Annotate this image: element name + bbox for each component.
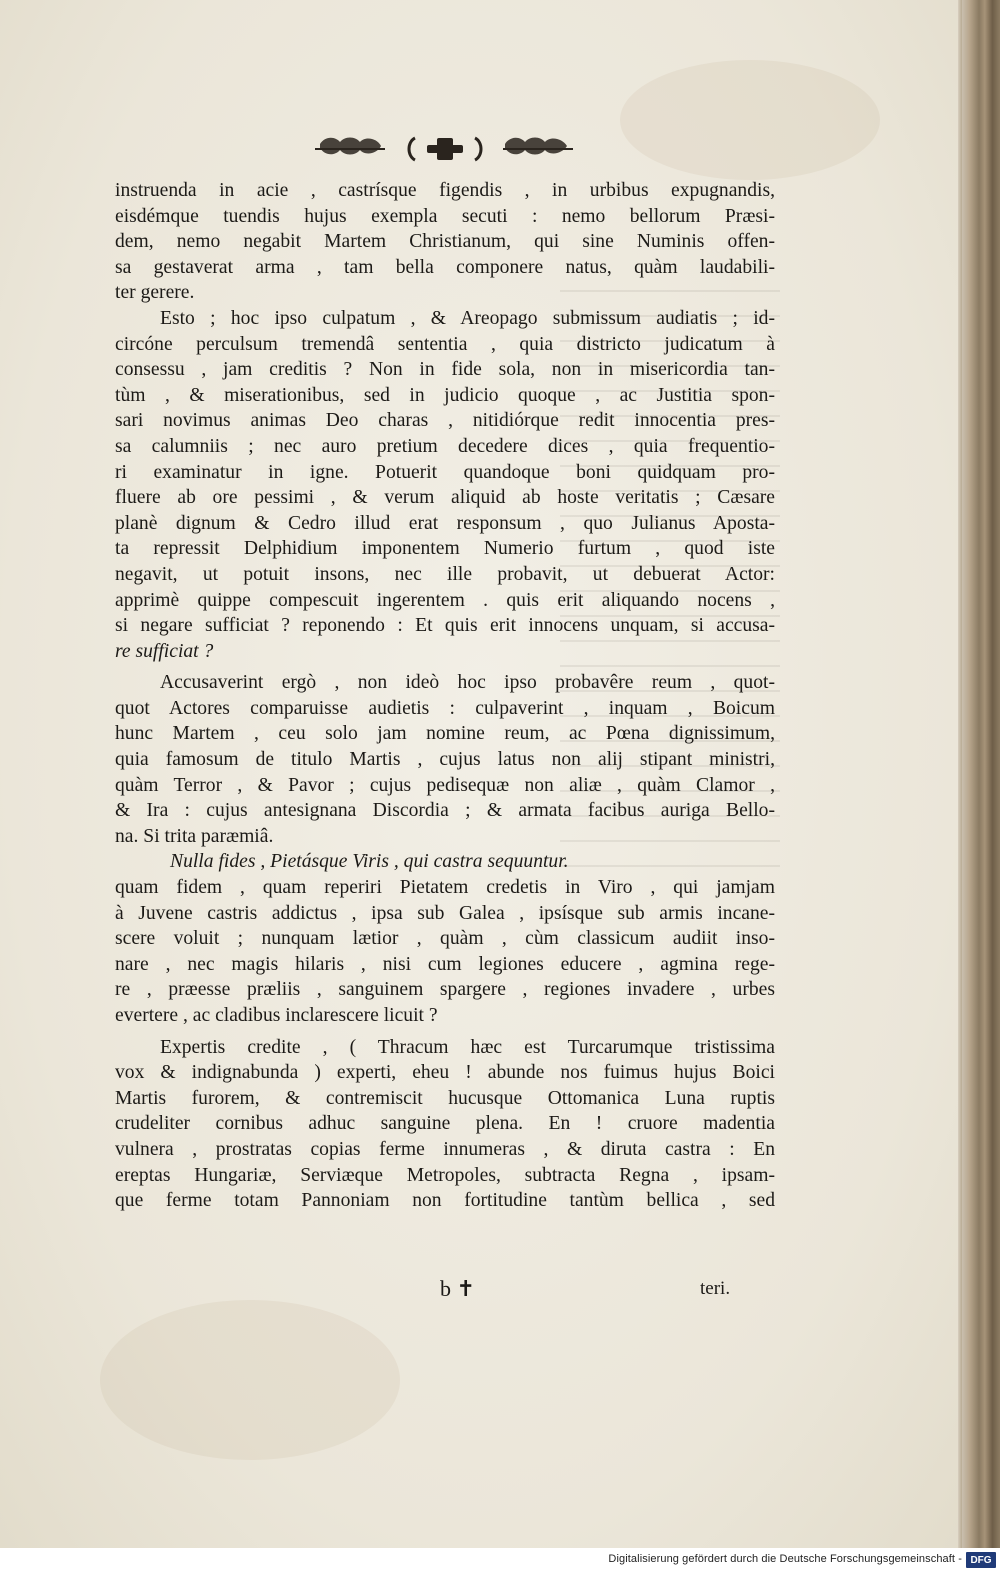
- text-line: re sufficiat ?: [115, 640, 214, 662]
- text-line: eisdémque tuendis hujus exempla secuti : nemo bellorum Præsi-: [115, 205, 775, 227]
- text-line: instruenda in acie , castrísque figendis , in urbibus expugnandis,: [115, 180, 775, 201]
- text-line: ter gerere.: [115, 282, 195, 304]
- text-line: tùm , & miserationibus, sed in judicio quoque , ac Justitia spon-: [115, 384, 775, 406]
- book-binding: [962, 0, 1000, 1548]
- text-line: apprimè quippe compescuit ingerentem . quis erit aliquando nocens ,: [115, 589, 775, 611]
- text-line: negavit, ut potuit insons, nec ille probavit, ut debuerat Actor:: [115, 563, 775, 585]
- text-line: evertere , ac cladibus inclarescere licuit ?: [115, 1005, 438, 1026]
- text-line: Martis furorem, & contremiscit hucusque Ottomanica Luna ruptis: [115, 1087, 775, 1109]
- body-text: [115, 178, 775, 1214]
- text-line: Expertis credite , ( Thracum hæc est Turcarumque tristissima: [160, 1036, 775, 1058]
- text-line: fluere ab ore pessimi , & verum aliquid ab hoste veritatis ; Cæsare: [115, 487, 775, 509]
- verse-line: Nulla fides , Pietásque Viris , qui castra sequuntur.: [170, 851, 569, 873]
- signature-mark: b ✝: [440, 1276, 475, 1301]
- text-line: consessu , jam creditis ? Non in fide sola, non in misericordia tan-: [115, 359, 775, 381]
- text-line: & Ira : cujus antesignana Discordia ; & armata facibus auriga Bello-: [115, 800, 775, 822]
- text-line: quam fidem , quam reperiri Pietatem credetis in Viro , qui jamjam: [115, 877, 775, 899]
- text-line: quàm Terror , & Pavor ; cujus pedisequæ non aliæ , quàm Clamor ,: [115, 774, 775, 796]
- text-line: nare , nec magis hilaris , nisi cum legiones educere , agmina rege-: [115, 953, 775, 975]
- footer-bar: [0, 1548, 1000, 1575]
- catchword: teri.: [700, 1278, 731, 1299]
- text-line: circóne perculsum tremendâ sententia , quia districto judicatum à: [115, 333, 775, 355]
- text-line: à Juvene castris addictus , ipsa sub Galea , ipsísque sub armis incane-: [115, 902, 775, 924]
- text-line: ri examinatur in igne. Potuerit quandoque boni quidquam pro-: [115, 461, 775, 483]
- paper-stain: [100, 1300, 400, 1460]
- text-line: quot Actores comparuisse audietis : culpaverint , inquam , Boicum: [115, 697, 775, 719]
- text-line: dem, nemo negabit Martem Christianum, qui sine Numinis offen-: [115, 231, 775, 253]
- text-line: vulnera , prostratas copias ferme innumeras , & diruta castra : En: [115, 1138, 775, 1160]
- text-line: que ferme totam Pannoniam non fortitudine tantùm bellica , sed: [115, 1190, 775, 1212]
- text-line: ereptas Hungariæ, Serviæque Metropoles, subtracta Regna , ipsam-: [115, 1164, 775, 1186]
- header-ornament: [315, 132, 575, 166]
- text-line: si negare sufficiat ? reponendo : Et quis erit innocens unquam, si accusa-: [115, 615, 775, 637]
- text-line: planè dignum & Cedro illud erat responsum , quo Julianus Aposta-: [115, 512, 775, 534]
- text-line: sa gestaverat arma , tam bella componere natus, quàm laudabili-: [115, 256, 775, 278]
- text-line: re , præesse præliis , sanguinem spargere , regiones invadere , urbes: [115, 979, 775, 1001]
- text-line: vox & indignabunda ) experti, eheu ! abunde nos fuimus hujus Boici: [115, 1062, 775, 1084]
- text-line: quia famosum de titulo Martis , cujus latus non alij stipant ministri,: [115, 749, 775, 771]
- paper-stain: [620, 60, 880, 180]
- text-line: sa calumniis ; nec auro pretium decedere dices , quia frequentio-: [115, 435, 775, 457]
- text-line: crudeliter cornibus adhuc sanguine plena. En ! cruore madentia: [115, 1113, 775, 1135]
- text-line: na. Si trita paræmiâ.: [115, 825, 274, 847]
- text-line: Esto ; hoc ipso culpatum , & Areopago submissum audiatis ; id-: [160, 307, 775, 329]
- text-line: sari novimus animas Deo charas , nitidiórque redit innocentia pres-: [115, 410, 775, 432]
- text-line: hunc Martem , ceu solo jam nomine reum, ac Pœna dignissimum,: [115, 723, 775, 745]
- text-line: scere voluit ; nunquam lætior , quàm , cùm classicum audiit inso-: [115, 928, 775, 950]
- text-line: Accusaverint ergò , non ideò hoc ipso probavêre reum , quot-: [160, 672, 775, 694]
- dfg-logo: DFG: [966, 1552, 996, 1568]
- text-line: ta repressit Delphidium imponentem Numerio furtum , quod iste: [115, 538, 775, 560]
- footer-credit: Digitalisierung gefördert durch die Deutsche Forschungsgemeinschaft -: [608, 1553, 962, 1565]
